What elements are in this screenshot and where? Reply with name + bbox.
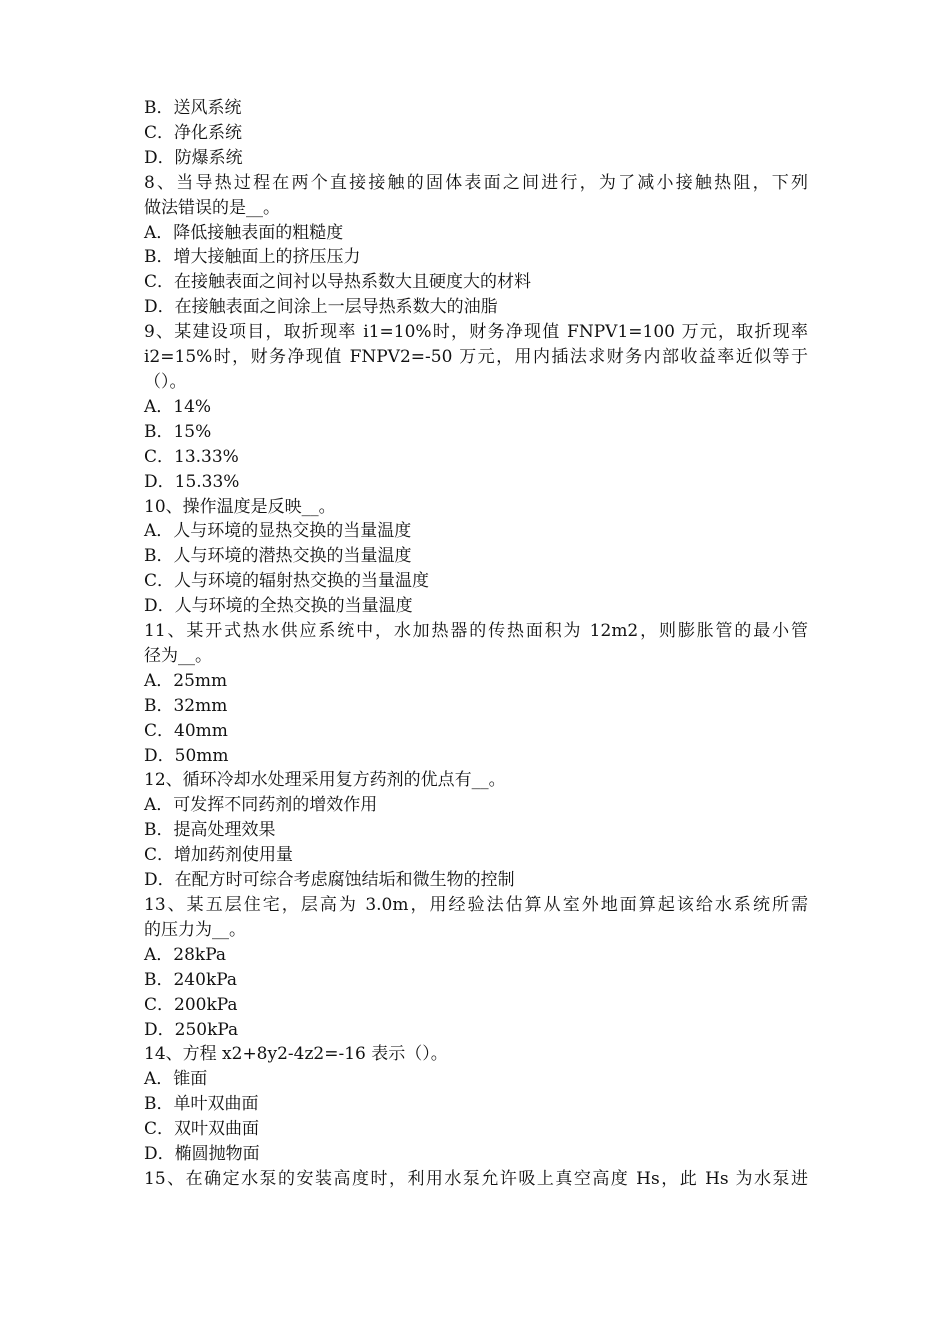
text-line: C．双叶双曲面 [144, 1119, 260, 1140]
text-line: B．送风系统 [144, 98, 242, 118]
text-line: 9、某建设项目，取折现率 i1=10%时，财务净现值 FNPV1=100 万元，取折现率 [144, 322, 808, 343]
text-line: 径为__。 [144, 645, 212, 666]
text-line: A．人与环境的显热交换的当量温度 [144, 521, 412, 542]
text-line: 8、当导热过程在两个直接接触的固体表面之间进行，为了减小接触热阻，下列 [144, 172, 808, 193]
text-line: A．28kPa [144, 944, 227, 965]
text-line: D．在接触表面之间涂上一层导热系数大的油脂 [144, 297, 498, 318]
text-line: C．增加药剂使用量 [144, 845, 294, 866]
text-line: D．防爆系统 [144, 147, 243, 168]
text-line: A．可发挥不同药剂的增效作用 [144, 795, 378, 816]
text-line: i2=15%时，财务净现值 FNPV2=-50 万元，用内插法求财务内部收益率近似等于 [144, 347, 808, 368]
text-line: B．240kPa [144, 969, 238, 990]
text-line: 13、某五层住宅，层高为 3.0m，用经验法估算从室外地面算起该给水系统所需 [144, 895, 808, 915]
text-line: C．13.33% [144, 446, 239, 467]
text-line: 做法错误的是__。 [144, 197, 280, 218]
text-line: D．15.33% [144, 471, 240, 492]
text-line: A．锥面 [144, 1069, 208, 1090]
text-line: 11、某开式热水供应系统中，水加热器的传热面积为 12m2，则膨胀管的最小管 [144, 621, 808, 642]
text-line: B．单叶双曲面 [144, 1094, 259, 1115]
text-line: C．200kPa [144, 994, 238, 1015]
document-body [144, 96, 808, 1192]
text-line: C．人与环境的辐射热交换的当量温度 [144, 571, 430, 592]
text-line: D．椭圆抛物面 [144, 1144, 260, 1165]
text-line: A．14% [144, 396, 212, 417]
text-line: D．50mm [144, 745, 229, 766]
text-line: D．在配方时可综合考虑腐蚀结垢和微生物的控制 [144, 870, 515, 891]
text-line: B．15% [144, 421, 212, 442]
text-line: B．增大接触面上的挤压压力 [144, 247, 361, 268]
text-line: D．人与环境的全热交换的当量温度 [144, 596, 413, 617]
text-line: （）。 [144, 371, 187, 392]
text-line: B．32mm [144, 695, 228, 716]
text-line: 12、循环冷却水处理采用复方药剂的优点有__。 [144, 770, 506, 791]
text-line: 的压力为__。 [144, 919, 246, 940]
text-line: C．40mm [144, 720, 228, 741]
text-line: B．人与环境的潜热交换的当量温度 [144, 546, 412, 567]
text-line: A．25mm [144, 670, 228, 691]
text-line: 15、在确定水泵的安装高度时，利用水泵允许吸上真空高度 Hs，此 Hs 为水泵进 [144, 1168, 808, 1189]
text-line: C．净化系统 [144, 122, 243, 143]
text-line: A．降低接触表面的粗糙度 [144, 222, 344, 243]
text-line: D．250kPa [144, 1019, 239, 1040]
text-line: C．在接触表面之间衬以导热系数大且硬度大的材料 [144, 272, 532, 293]
text-line: 14、方程 x2+8y2-4z2=-16 表示（）。 [144, 1044, 448, 1065]
text-line: 10、操作温度是反映__。 [144, 496, 336, 517]
text-line: B．提高处理效果 [144, 820, 276, 841]
